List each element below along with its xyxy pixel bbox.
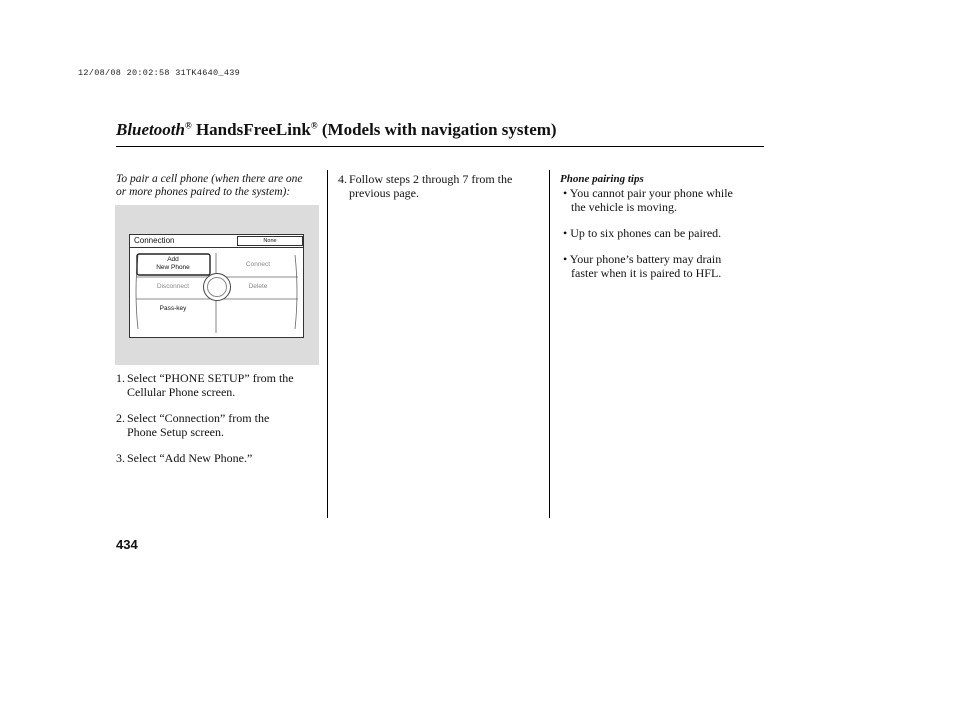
step-3-line-1: Select “Add New Phone.” (127, 451, 253, 465)
tip-1-line-2: the vehicle is moving. (571, 200, 677, 214)
step-3 (116, 451, 328, 465)
title-product: HandsFreeLink (191, 120, 311, 139)
add-label-line-1: Add (167, 256, 179, 263)
step-1-number: 1. (116, 371, 125, 385)
title-reg-mark-2: ® (310, 120, 318, 131)
tip-3 (560, 252, 765, 280)
step-4-line-1: Follow steps 2 through 7 from the (349, 172, 513, 186)
step-2 (116, 411, 328, 439)
step-2-number: 2. (116, 411, 125, 425)
step-4 (338, 172, 559, 200)
add-new-phone-button (136, 256, 210, 272)
disconnect-button: Disconnect (156, 283, 190, 290)
status-box: None (237, 236, 303, 246)
bullet-icon: • (563, 186, 570, 200)
tip-2-line-1: Up to six phones can be paired. (570, 226, 722, 240)
title-brand: Bluetooth (116, 120, 185, 139)
step-1-line-2: Cellular Phone screen. (127, 385, 236, 399)
print-timestamp: 12/08/08 20:02:58 31TK4640_439 (78, 68, 241, 78)
step-4-number: 4. (338, 172, 347, 186)
connect-button: Connect (245, 261, 271, 268)
bullet-icon: • (563, 252, 570, 266)
selector-knob-icon (203, 273, 231, 301)
delete-button: Delete (248, 283, 268, 290)
page-number: 434 (116, 537, 138, 552)
add-label-line-2: New Phone (156, 264, 190, 271)
tip-1 (560, 186, 765, 214)
header-rule (116, 146, 764, 147)
connection-screen (129, 234, 304, 338)
screen-title: Connection (134, 236, 175, 245)
title-subtitle: (Models with navigation system) (317, 120, 557, 139)
section-title (116, 120, 557, 140)
column-divider-2 (549, 170, 550, 518)
tips-heading: Phone pairing tips (560, 173, 644, 185)
step-2-line-2: Phone Setup screen. (127, 425, 224, 439)
steps-list (116, 371, 328, 465)
intro-line-2: or more phones paired to the system): (116, 186, 291, 198)
column-divider-1 (327, 170, 328, 518)
step-1-line-1: Select “PHONE SETUP” from the (127, 371, 294, 385)
step-4-line-2: previous page. (349, 186, 419, 200)
pass-key-button: Pass-key (159, 305, 187, 312)
tip-3-line-2: faster when it is paired to HFL. (571, 266, 722, 280)
tip-1-line-1: You cannot pair your phone while (569, 186, 733, 200)
title-reg-mark-1: ® (184, 120, 192, 131)
intro-line-1: To pair a cell phone (when there are one (116, 173, 303, 185)
step-2-line-1: Select “Connection” from the (127, 411, 270, 425)
intro-text (116, 173, 326, 199)
step-1 (116, 371, 328, 399)
step-3-number: 3. (116, 451, 125, 465)
bullet-icon: • (563, 226, 571, 240)
tips-list (560, 186, 765, 280)
tip-2 (560, 226, 765, 240)
tip-3-line-1: Your phone’s battery may drain (569, 252, 722, 266)
